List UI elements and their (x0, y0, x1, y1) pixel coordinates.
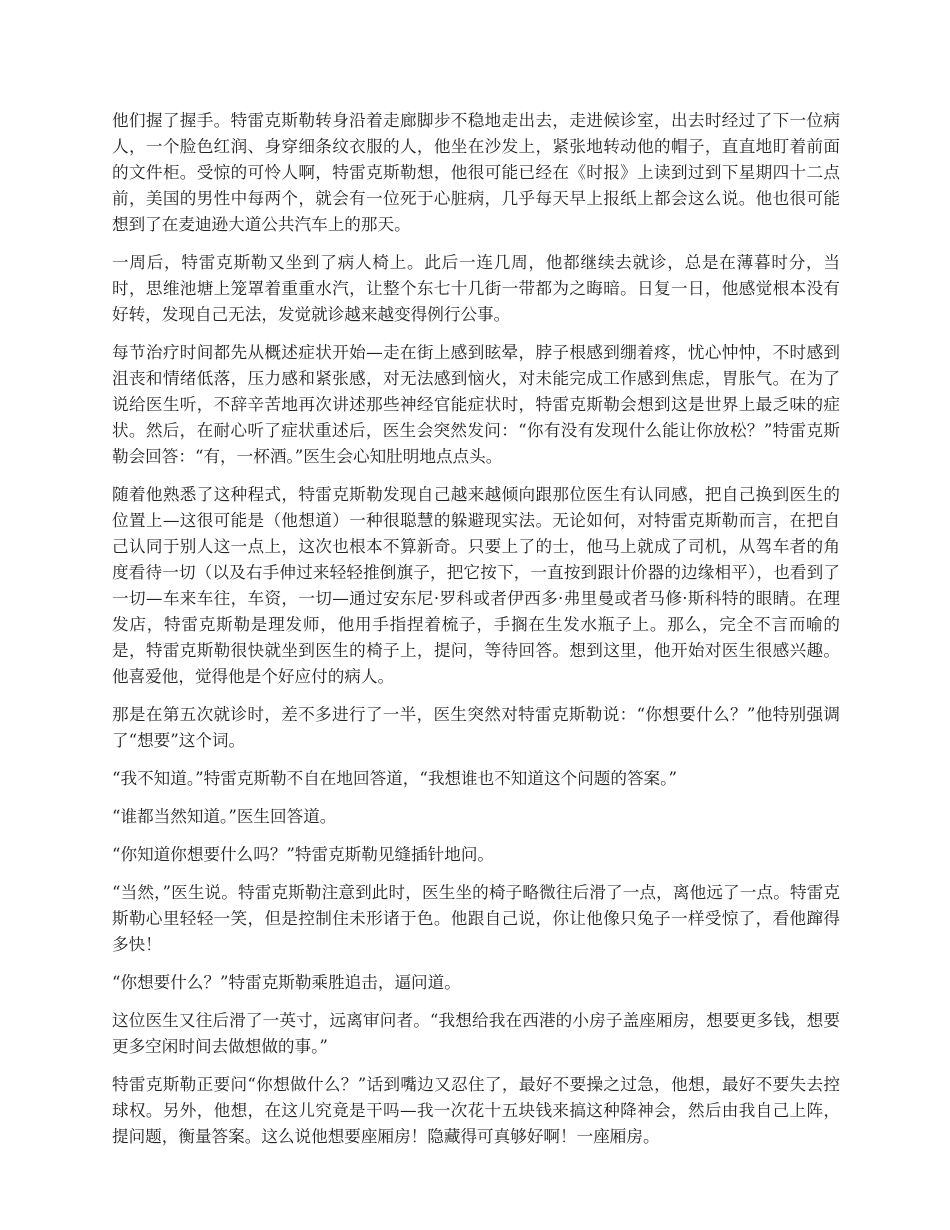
paragraph: 那是在第五次就诊时，差不多进行了一半，医生突然对特雷克斯勒说：“你想要什么？”他特别强调了“想要”这个词。 (112, 705, 840, 750)
paragraph: 这位医生又往后滑了一英寸，远离审问者。“我想给我在西港的小房子盖座厢房，想要更多钱，想要更多空闲时间去做想做的事。” (112, 1011, 840, 1056)
paragraph: 每节治疗时间都先从概述症状开始—走在街上感到眩晕，脖子根感到绷着疼，忧心忡忡，不时感到沮丧和情绪低落，压力感和紧张感，对无法感到恼火，对未能完成工作感到焦虑，胃胀气。在为了说给医生听，不辞辛苦地再次讲述那些神经官能症状时，特雷克斯勒会想到这是世界上最乏味的症状。然后，在耐心听了症状重述后，医生会突然发问：“你有没有发现什么能让你放松？”特雷克斯勒会回答：“有，一杯酒。”医生会心知肚明地点点头。 (112, 343, 840, 466)
paragraph: 他们握了握手。特雷克斯勒转身沿着走廊脚步不稳地走出去，走进候诊室，出去时经过了下一位病人，一个脸色红润、身穿细条纹衣服的人，他坐在沙发上，紧张地转动他的帽子，直直地盯着前面的文件柜。受惊的可怜人啊，特雷克斯勒想，他很可能已经在《时报》上读到过到下星期四十二点前，美国的男性中每两个，就会有一位死于心脏病，几乎每天早上报纸上都会这么说。他也很可能想到了在麦迪逊大道公共汽车上的那天。 (112, 111, 840, 234)
paragraph: “你知道你想要什么吗？”特雷克斯勒见缝插针地问。 (112, 845, 495, 864)
paragraph: 特雷克斯勒正要问“你想做什么？”话到嘴边又忍住了，最好不要操之过急，他想，最好不要失去控球权。另外，他想，在这儿究竟是干吗—我一次花十五块钱来搞这种降神会，然后由我自己上阵，提问题，衡量答案。这么说他想要座厢房！隐藏得可真够好啊！一座厢房。 (112, 1075, 840, 1146)
paragraph: “我不知道。”特雷克斯勒不自在地回答道，“我想谁也不知道这个问题的答案。” (112, 769, 677, 788)
paragraph: “当然，”医生说。特雷克斯勒注意到此时，医生坐的椅子略微往后滑了一点，离他远了一点。特雷克斯勒心里轻轻一笑，但是控制住未形诸于色。他跟自己说，你让他像只兔子一样受惊了，看他蹿得多快！ (112, 883, 840, 954)
paragraph: 一周后，特雷克斯勒又坐到了病人椅上。此后一连几周，他都继续去就诊，总是在薄暮时分，当时，思维池塘上笼罩着重重水汽，让整个东七十几街一带都为之晦暗。日复一日，他感觉根本没有好转，发现自己无法，发觉就诊越来越变得例行公事。 (112, 253, 840, 324)
paragraph: “你想要什么？”特雷克斯勒乘胜追击，逼问道。 (112, 973, 461, 992)
document-body (112, 108, 840, 1162)
paragraph: “谁都当然知道。”医生回答道。 (112, 807, 337, 826)
paragraph: 随着他熟悉了这种程式，特雷克斯勒发现自己越来越倾向跟那位医生有认同感，把自己换到医生的位置上—这很可能是（他想道）一种很聪慧的躲避现实法。无论如何，对特雷克斯勒而言，在把自己认同于别人这一点上，这次也根本不算新奇。只要上了的士，他马上就成了司机，从驾车者的角度看待一切（以及右手伸过来轻轻推倒旗子，把它按下，一直按到跟计价器的边缘相平），也看到了一切—车来车往，车资，一切—通过安东尼·罗科或者伊西多·弗里曼或者马修·斯科特的眼睛。在理发店，特雷克斯勒是理发师，他用手指捏着梳子，手搁在生发水瓶子上。那么，完全不言而喻的是，特雷克斯勒很快就坐到医生的椅子上，提问，等待回答。想到这里，他开始对医生很感兴趣。他喜爱他，觉得他是个好应付的病人。 (112, 485, 840, 686)
